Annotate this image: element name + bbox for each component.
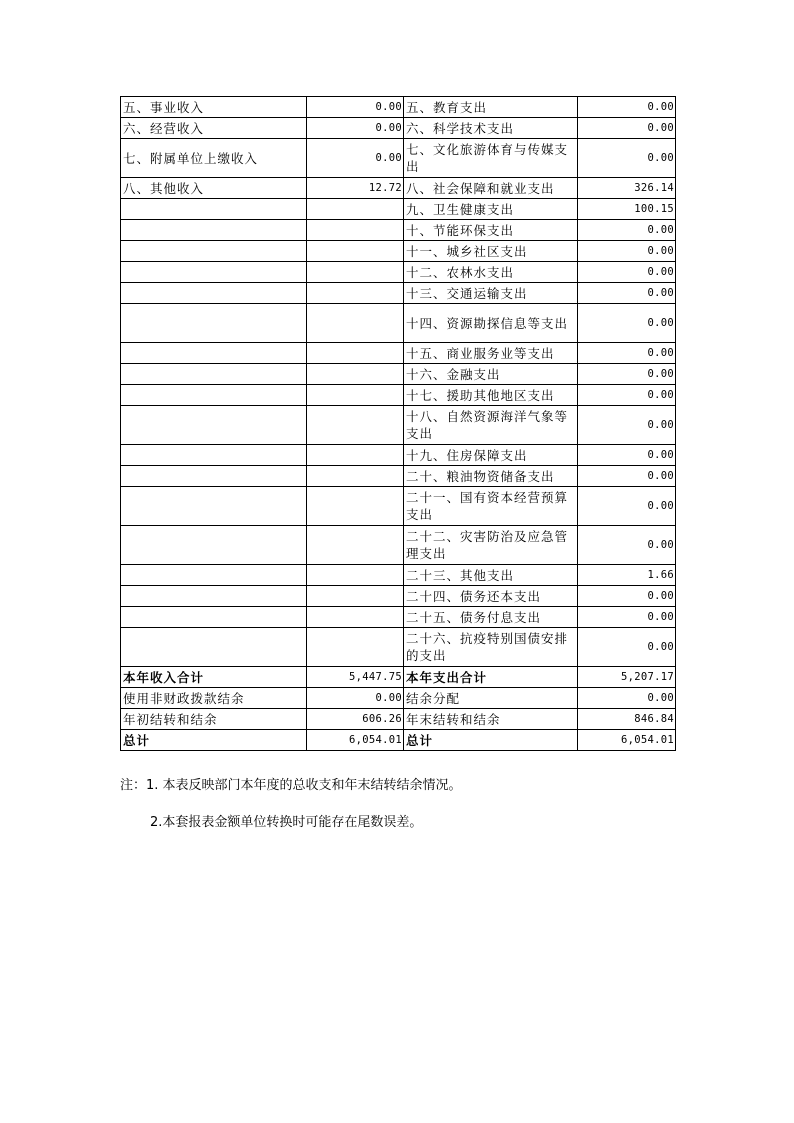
income-item: 五、事业收入 <box>121 97 307 118</box>
expense-item: 二十二、灾害防治及应急管理支出 <box>404 526 578 565</box>
income-item <box>121 628 307 667</box>
table-row <box>121 730 676 751</box>
expense-amount: 846.84 <box>578 709 676 730</box>
expense-item: 十九、住房保障支出 <box>404 445 578 466</box>
expense-amount: 0.00 <box>578 343 676 364</box>
table-row <box>121 466 676 487</box>
expense-item: 十二、农林水支出 <box>404 262 578 283</box>
income-amount <box>307 586 404 607</box>
income-item <box>121 526 307 565</box>
income-item <box>121 241 307 262</box>
income-amount <box>307 304 404 343</box>
income-item: 总计 <box>121 730 307 751</box>
table-row <box>121 406 676 445</box>
table-row <box>121 628 676 667</box>
income-item <box>121 304 307 343</box>
income-amount <box>307 406 404 445</box>
expense-amount: 0.00 <box>578 526 676 565</box>
income-item <box>121 199 307 220</box>
income-amount <box>307 466 404 487</box>
note-line-1: 注：1. 本表反映部门本年度的总收支和年末结转结余情况。 <box>120 778 462 793</box>
table-row <box>121 709 676 730</box>
note-line-2: 2.本套报表金额单位转换时可能存在尾数误差。 <box>150 815 423 830</box>
expense-item: 十三、交通运输支出 <box>404 283 578 304</box>
expense-amount: 0.00 <box>578 262 676 283</box>
income-amount <box>307 220 404 241</box>
table-row <box>121 667 676 688</box>
income-amount <box>307 262 404 283</box>
expense-amount: 0.00 <box>578 118 676 139</box>
income-item: 六、经营收入 <box>121 118 307 139</box>
income-amount <box>307 364 404 385</box>
table-row <box>121 487 676 526</box>
income-amount <box>307 487 404 526</box>
expense-amount: 100.15 <box>578 199 676 220</box>
income-item <box>121 406 307 445</box>
expense-item: 二十四、债务还本支出 <box>404 586 578 607</box>
income-item <box>121 607 307 628</box>
expense-amount: 0.00 <box>578 283 676 304</box>
expense-amount: 0.00 <box>578 607 676 628</box>
table-row <box>121 220 676 241</box>
income-amount <box>307 526 404 565</box>
expense-amount: 6,054.01 <box>578 730 676 751</box>
expense-item: 十七、援助其他地区支出 <box>404 385 578 406</box>
income-amount: 0.00 <box>307 118 404 139</box>
table-row <box>121 607 676 628</box>
income-amount: 5,447.75 <box>307 667 404 688</box>
table-row <box>121 385 676 406</box>
income-item: 七、附属单位上缴收入 <box>121 139 307 178</box>
expense-amount: 0.00 <box>578 364 676 385</box>
expense-amount: 0.00 <box>578 466 676 487</box>
table-row <box>121 304 676 343</box>
table-row <box>121 178 676 199</box>
expense-item: 八、社会保障和就业支出 <box>404 178 578 199</box>
expense-item: 十八、自然资源海洋气象等支出 <box>404 406 578 445</box>
expense-amount: 0.00 <box>578 97 676 118</box>
expense-item: 十五、商业服务业等支出 <box>404 343 578 364</box>
table-row <box>121 586 676 607</box>
expense-item: 五、教育支出 <box>404 97 578 118</box>
expense-item: 二十一、国有资本经营预算支出 <box>404 487 578 526</box>
expense-amount: 0.00 <box>578 445 676 466</box>
expense-item: 二十、粮油物资储备支出 <box>404 466 578 487</box>
expense-amount: 0.00 <box>578 385 676 406</box>
income-amount <box>307 343 404 364</box>
income-amount: 0.00 <box>307 688 404 709</box>
income-amount: 12.72 <box>307 178 404 199</box>
expense-item: 十一、城乡社区支出 <box>404 241 578 262</box>
income-amount: 0.00 <box>307 139 404 178</box>
table-row <box>121 199 676 220</box>
expense-item: 结余分配 <box>404 688 578 709</box>
income-item <box>121 466 307 487</box>
expense-amount: 0.00 <box>578 487 676 526</box>
expense-amount: 0.00 <box>578 586 676 607</box>
expense-amount: 0.00 <box>578 220 676 241</box>
table-row <box>121 343 676 364</box>
expense-item: 二十五、债务付息支出 <box>404 607 578 628</box>
income-amount <box>307 199 404 220</box>
expense-amount: 5,207.17 <box>578 667 676 688</box>
income-item <box>121 487 307 526</box>
income-item <box>121 364 307 385</box>
table-row <box>121 97 676 118</box>
expense-amount: 326.14 <box>578 178 676 199</box>
income-item: 八、其他收入 <box>121 178 307 199</box>
expense-amount: 0.00 <box>578 139 676 178</box>
expense-amount: 0.00 <box>578 406 676 445</box>
income-item <box>121 283 307 304</box>
expense-item: 九、卫生健康支出 <box>404 199 578 220</box>
income-amount <box>307 385 404 406</box>
income-amount <box>307 628 404 667</box>
table-row <box>121 445 676 466</box>
table-row <box>121 688 676 709</box>
income-amount <box>307 445 404 466</box>
income-item <box>121 220 307 241</box>
income-amount <box>307 565 404 586</box>
income-item: 年初结转和结余 <box>121 709 307 730</box>
table-row <box>121 241 676 262</box>
expense-item: 年末结转和结余 <box>404 709 578 730</box>
expense-amount: 0.00 <box>578 241 676 262</box>
expense-item: 七、文化旅游体育与传媒支出 <box>404 139 578 178</box>
expense-amount: 0.00 <box>578 628 676 667</box>
expense-amount: 0.00 <box>578 688 676 709</box>
expense-amount: 0.00 <box>578 304 676 343</box>
table-row <box>121 118 676 139</box>
expense-item: 本年支出合计 <box>404 667 578 688</box>
income-item: 使用非财政拨款结余 <box>121 688 307 709</box>
income-amount <box>307 241 404 262</box>
expense-item: 十、节能环保支出 <box>404 220 578 241</box>
table-row <box>121 364 676 385</box>
table-row <box>121 565 676 586</box>
expense-amount: 1.66 <box>578 565 676 586</box>
income-item <box>121 385 307 406</box>
table-row <box>121 139 676 178</box>
table-row <box>121 526 676 565</box>
income-item <box>121 445 307 466</box>
income-amount: 606.26 <box>307 709 404 730</box>
table-row <box>121 283 676 304</box>
table-row <box>121 262 676 283</box>
expense-item: 二十六、抗疫特别国债安排的支出 <box>404 628 578 667</box>
expense-item: 二十三、其他支出 <box>404 565 578 586</box>
budget-table <box>120 96 676 751</box>
expense-item: 六、科学技术支出 <box>404 118 578 139</box>
income-amount: 6,054.01 <box>307 730 404 751</box>
expense-item: 十四、资源勘探信息等支出 <box>404 304 578 343</box>
income-item <box>121 565 307 586</box>
income-amount <box>307 283 404 304</box>
income-item <box>121 343 307 364</box>
expense-item: 十六、金融支出 <box>404 364 578 385</box>
income-item <box>121 262 307 283</box>
expense-item: 总计 <box>404 730 578 751</box>
budget-table-body <box>121 97 676 751</box>
income-item <box>121 586 307 607</box>
income-amount <box>307 607 404 628</box>
income-amount: 0.00 <box>307 97 404 118</box>
income-item: 本年收入合计 <box>121 667 307 688</box>
